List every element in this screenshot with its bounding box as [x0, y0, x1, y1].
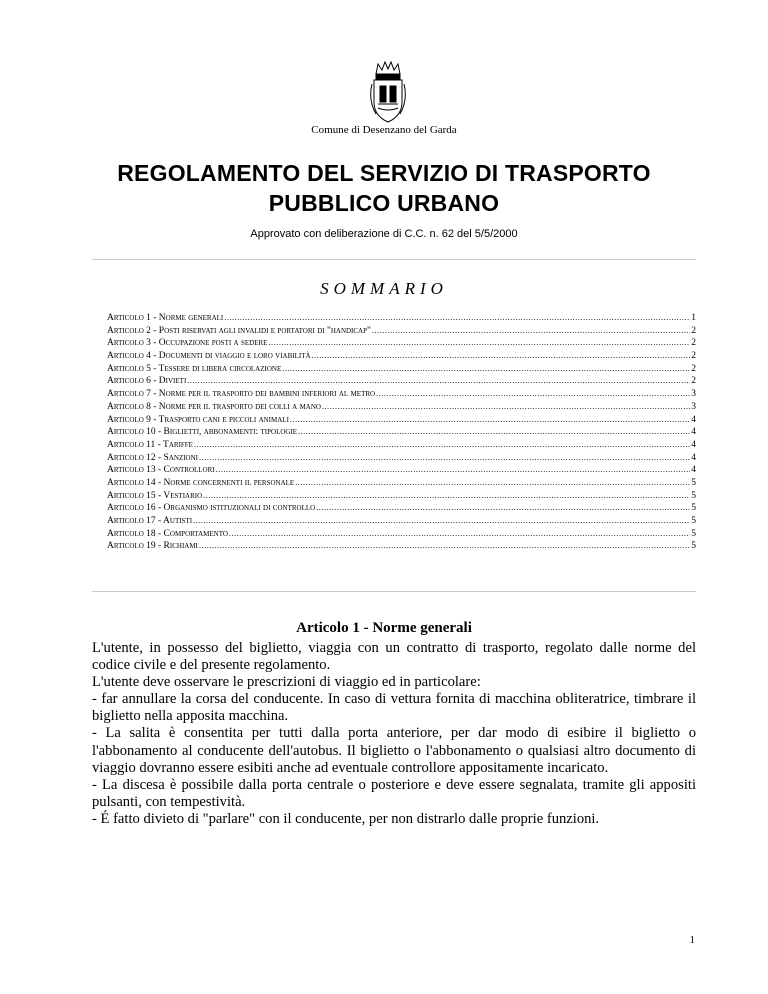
article-1-body [92, 640, 696, 828]
toc-entry-label: Articolo 15 - Vestiario [107, 490, 203, 501]
toc-dot-leader [268, 337, 690, 350]
toc-entry[interactable] [107, 312, 696, 325]
toc-entry-label: Articolo 7 - Norme per il trasporto dei bambini inferiori al metro [107, 389, 376, 400]
article-1-heading: Articolo 1 - Norme generali [296, 620, 472, 636]
toc-entry[interactable] [107, 490, 696, 503]
toc-dot-leader [194, 439, 690, 452]
toc-dot-leader [229, 528, 690, 541]
title-line-1: REGOLAMENTO DEL SERVIZIO DI TRASPORTO [117, 160, 651, 186]
toc-entry-label: Articolo 3 - Occupazione posti a sedere [107, 338, 268, 349]
toc-entry-page: 4 [691, 439, 696, 450]
toc-entry-label: Articolo 5 - Tessere di libera circolazione [107, 363, 282, 374]
toc-dot-leader [203, 490, 690, 503]
article-1-paragraph: - La salita è consentita per tutti dalla porta anteriore, per dar modo di esibire il biglietto o l'abbonamento al conducente dell'autobus. Il biglietto o l'abbonamento o qualsiasi altro documento di viaggio dovranno essere esibiti anche ad eventuale controllore appositamente incaricato. [92, 725, 696, 776]
toc-dot-leader [199, 452, 690, 465]
toc-dot-leader [187, 375, 690, 388]
toc-entry[interactable] [107, 375, 696, 388]
toc-entry-page: 5 [691, 503, 696, 514]
toc-entry[interactable] [107, 325, 696, 338]
toc-entry-page: 5 [691, 477, 696, 488]
toc-dot-leader [312, 350, 691, 363]
toc-dot-leader [193, 515, 690, 528]
toc-dot-leader [322, 401, 690, 414]
toc-entry[interactable] [107, 502, 696, 515]
page-number: 1 [689, 934, 695, 946]
toc-entry-label: Articolo 4 - Documenti di viaggio e loro viabilità [107, 351, 311, 362]
toc-dot-leader [224, 312, 690, 325]
toc-entry-label: Articolo 2 - Posti riservati agli invalidi e portatori di "handicap" [107, 325, 371, 336]
toc-dot-leader [290, 414, 690, 427]
toc-entry[interactable] [107, 337, 696, 350]
approval-note: Approvato con deliberazione di C.C. n. 62 del 5/5/2000 [250, 228, 518, 240]
toc-entry-label: Articolo 13 - Controllori [107, 465, 215, 476]
toc-entry-label: Articolo 12 - Sanzioni [107, 452, 199, 463]
toc-entry-label: Articolo 16 - Organismo istituzionali di controllo [107, 503, 316, 514]
toc-entry-label: Articolo 8 - Norme per il trasporto dei colli a mano [107, 401, 321, 412]
toc-entry[interactable] [107, 401, 696, 414]
toc-entry-page: 2 [691, 376, 696, 387]
toc-dot-leader [295, 477, 690, 490]
toc-dot-leader [298, 426, 690, 439]
toc-entry-page: 5 [691, 528, 696, 539]
sommario-heading: SOMMARIO [320, 279, 448, 298]
toc-entry[interactable] [107, 388, 696, 401]
toc-dot-leader [376, 388, 690, 401]
divider-bottom [92, 591, 696, 592]
article-1-paragraph: - É fatto divieto di "parlare" con il conducente, per non distrarlo dalle proprie funzioni. [92, 810, 600, 827]
toc-entry[interactable] [107, 540, 696, 553]
toc-dot-leader [216, 464, 691, 477]
toc-entry[interactable] [107, 363, 696, 376]
toc-entry[interactable] [107, 477, 696, 490]
article-1-paragraph: - far annullare la corsa del conducente. In caso di vettura fornita di macchina obliteratrice, timbrare il biglietto nella apposita macchina. [92, 691, 696, 725]
toc-entry[interactable] [107, 452, 696, 465]
toc-entry-label: Articolo 6 - Divieti [107, 376, 187, 387]
toc-entry[interactable] [107, 464, 696, 477]
toc-entry-page: 2 [691, 351, 696, 362]
toc-entry-page: 1 [691, 313, 696, 323]
toc-entry[interactable] [107, 515, 696, 528]
commune-name: Comune di Desenzano del Garda [311, 124, 457, 136]
toc-entry-page: 3 [691, 401, 696, 412]
toc-entry-page: 4 [691, 452, 696, 463]
toc-entry-page: 5 [691, 516, 696, 526]
toc-entry-label: Articolo 18 - Comportamento [107, 528, 228, 539]
toc-entry[interactable] [107, 350, 696, 363]
toc-entry-page: 4 [691, 414, 696, 425]
toc-entry-page: 4 [691, 427, 696, 438]
toc-entry-page: 3 [691, 389, 696, 400]
municipal-crest-emblem [368, 60, 408, 124]
toc-entry-label: Articolo 9 - Trasporto cani e piccoli animali [107, 414, 289, 425]
toc-entry-label: Articolo 17 - Autisti [107, 516, 193, 526]
toc-entry-page: 2 [691, 325, 696, 336]
toc-entry[interactable] [107, 426, 696, 439]
toc-entry-label: Articolo 10 - Biglietti, abbonamenti: tipologie [107, 427, 298, 438]
toc-entry-page: 5 [691, 541, 696, 552]
toc-dot-leader [372, 325, 690, 338]
toc-entry-label: Articolo 14 - Norme concernenti il personale [107, 477, 295, 488]
title-line-2: PUBBLICO URBANO [268, 190, 500, 216]
toc-entry[interactable] [107, 528, 696, 541]
document-title [80, 158, 688, 218]
toc-entry-page: 4 [691, 465, 696, 476]
toc-entry-label: Articolo 11 - Tariffe [107, 439, 193, 450]
toc-entry-page: 5 [691, 490, 696, 501]
article-1-paragraph: L'utente, in possesso del biglietto, viaggia con un contratto di trasporto, regolato dalle norme del codice civile e del presente regolamento. [92, 640, 696, 674]
toc-dot-leader [282, 363, 690, 376]
toc-dot-leader [199, 540, 690, 553]
toc-entry-page: 2 [691, 363, 696, 374]
article-1-paragraph: L'utente deve osservare le prescrizioni di viaggio ed in particolare: [92, 674, 481, 691]
toc-dot-leader [316, 502, 690, 515]
table-of-contents [107, 312, 696, 553]
toc-entry-label: Articolo 1 - Norme generali [107, 313, 224, 323]
toc-entry[interactable] [107, 414, 696, 427]
toc-entry-page: 2 [691, 338, 696, 349]
toc-entry-label: Articolo 19 - Richiami [107, 541, 198, 552]
toc-entry[interactable] [107, 439, 696, 452]
divider-top [92, 259, 696, 260]
article-1-paragraph: - La discesa è possibile dalla porta centrale o posteriore e deve essere segnalata, tramite gli appositi pulsanti, con tempestività. [92, 776, 696, 810]
